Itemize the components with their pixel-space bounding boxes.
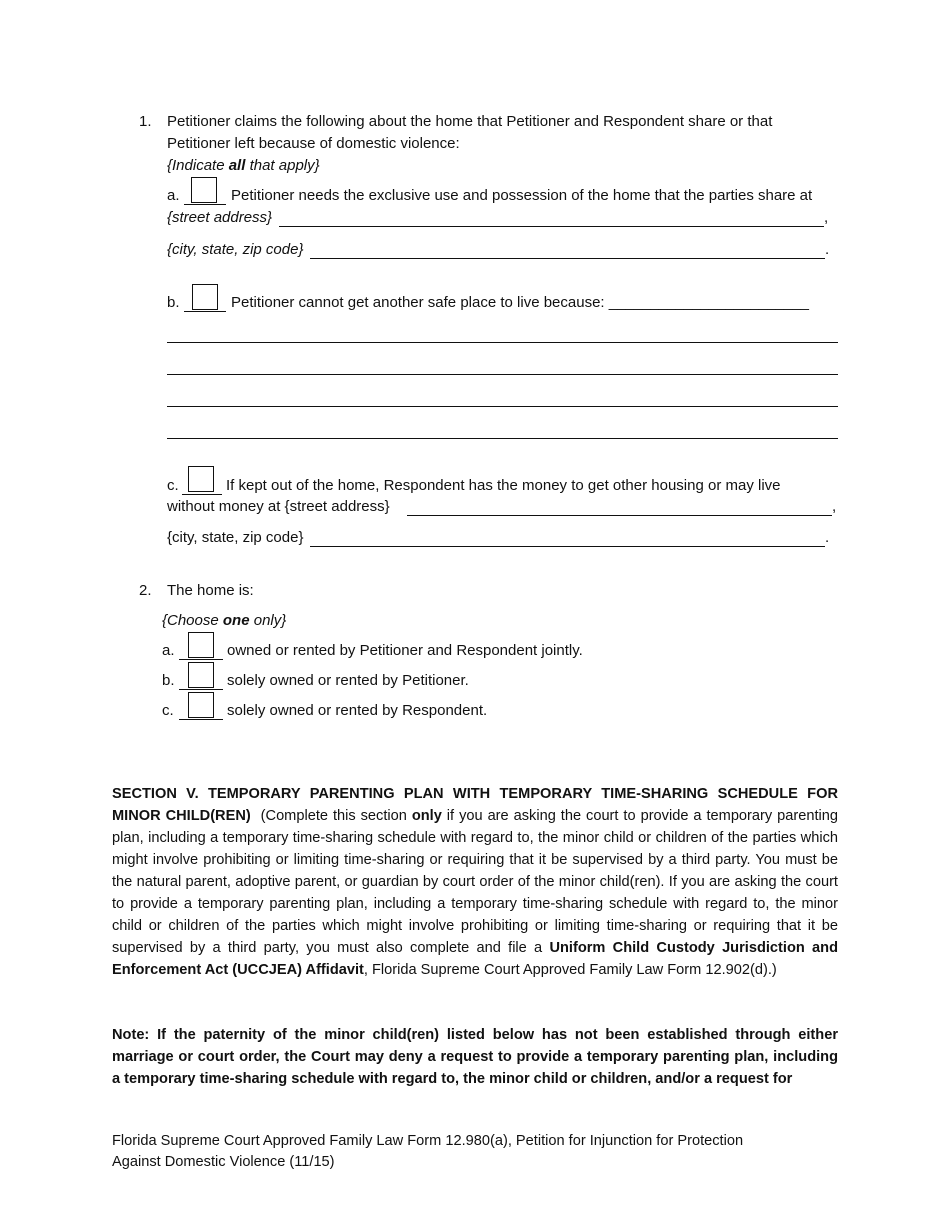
option-2b-checkbox[interactable] — [188, 662, 214, 688]
option-2a-label: a. — [162, 642, 175, 659]
option-2b-label: b. — [162, 672, 175, 689]
item-1-instruction: {Indicate all that apply} — [167, 157, 320, 174]
option-1c-label: c. — [167, 477, 179, 494]
option-2c-label: c. — [162, 702, 174, 719]
option-1a-street-field[interactable] — [279, 226, 824, 227]
option-1c-street-field[interactable] — [407, 515, 832, 516]
item-2-instruction: {Choose one only} — [162, 612, 287, 629]
item-1-line-1: Petitioner claims the following about the home that Petitioner and Respondent share or that — [167, 113, 773, 130]
option-1a-text: Petitioner needs the exclusive use and possession of the home that the parties share at — [231, 187, 813, 204]
item-1-line-2: Petitioner left because of domestic violence: — [167, 135, 460, 152]
option-2c-text: solely owned or rented by Respondent. — [227, 702, 488, 719]
option-1b-blank-line-2[interactable] — [167, 374, 838, 375]
option-2c-underline — [179, 719, 223, 720]
option-1a-city-end: . — [825, 241, 830, 258]
option-1a-city-label: {city, state, zip code} — [167, 241, 304, 258]
option-1a-city-field[interactable] — [310, 258, 825, 259]
section-5-heading: SECTION V. TEMPORARY PARENTING PLAN WITH TEMPORARY TIME-SHARING SCHEDULE FOR MINOR CHILD(REN) — [112, 786, 838, 824]
option-1b-checkbox[interactable] — [192, 284, 218, 310]
option-1b-text: Petitioner cannot get another safe place to live because: ________________________ — [231, 294, 809, 311]
option-1c-city-end: . — [825, 529, 830, 546]
option-1c-city-field[interactable] — [310, 546, 825, 547]
option-2a-underline — [179, 659, 223, 660]
option-1c-underline — [182, 494, 222, 495]
footer-line-1: Florida Supreme Court Approved Family Law Form 12.980(a), Petition for Injunction for Protection — [112, 1133, 744, 1149]
option-2b-text: solely owned or rented by Petitioner. — [227, 672, 469, 689]
section-5-note: Note: If the paternity of the minor child(ren) listed below has not been established through either marriage or court order, the Court may deny a request to provide a temporary parenting plan, including a temporary time-sharing schedule with regard to, the minor child or children, and/or a request for — [112, 1027, 838, 1087]
option-1c-street-end: , — [832, 498, 837, 515]
option-1c-text: If kept out of the home, Respondent has the money to get other housing or may live — [226, 477, 781, 494]
option-2b-underline — [179, 689, 223, 690]
option-1a-label: a. — [167, 187, 180, 204]
item-2-title: The home is: — [167, 582, 254, 599]
option-1a-street-end: , — [824, 209, 829, 226]
option-1a-underline — [184, 204, 226, 205]
option-1b-underline — [184, 311, 226, 312]
option-2a-text: owned or rented by Petitioner and Respondent jointly. — [227, 642, 583, 659]
option-1a-checkbox[interactable] — [191, 177, 217, 203]
option-1c-checkbox[interactable] — [188, 466, 214, 492]
option-1b-label: b. — [167, 294, 180, 311]
option-2a-checkbox[interactable] — [188, 632, 214, 658]
option-2c-checkbox[interactable] — [188, 692, 214, 718]
item-2-number: 2. — [139, 582, 152, 599]
option-1a-street-label: {street address} — [167, 209, 273, 226]
option-1c-city-label: {city, state, zip code} — [167, 529, 304, 546]
section-5-paragraph: SECTION V. TEMPORARY PARENTING PLAN WITH TEMPORARY TIME-SHARING SCHEDULE FOR MINOR CHILD(REN) (Complete this section only if you are asking the court to provide a temporary parenting plan, including a temporary time-sharing schedule with regard to, the minor child or children of the parties which might involve prohibiting or limiting time-sharing or requiring that it be supervised by a third party. You must be the natural parent, adoptive parent, or guardian by court order of the minor child(ren). If you are asking the court to provide a temporary parenting plan, including a temporary time-sharing schedule with regard to, the minor child or children of the parties which might involve prohibiting or limiting time-sharing or requiring that it be supervised by a third party, you must also complete and file a Uniform Child Custody Jurisdiction and Enforcement Act (UCCJEA) Affidavit, Florida Supreme Court Approved Family Law Form 12.902(d).) — [112, 786, 838, 978]
footer-line-2: Against Domestic Violence (11/15) — [112, 1154, 335, 1170]
option-1b-blank-line-3[interactable] — [167, 406, 838, 407]
option-1b-blank-line-1[interactable] — [167, 342, 838, 343]
item-1-number: 1. — [139, 113, 152, 130]
option-1c-street-label: without money at {street address} — [167, 498, 390, 515]
option-1b-blank-line-4[interactable] — [167, 438, 838, 439]
